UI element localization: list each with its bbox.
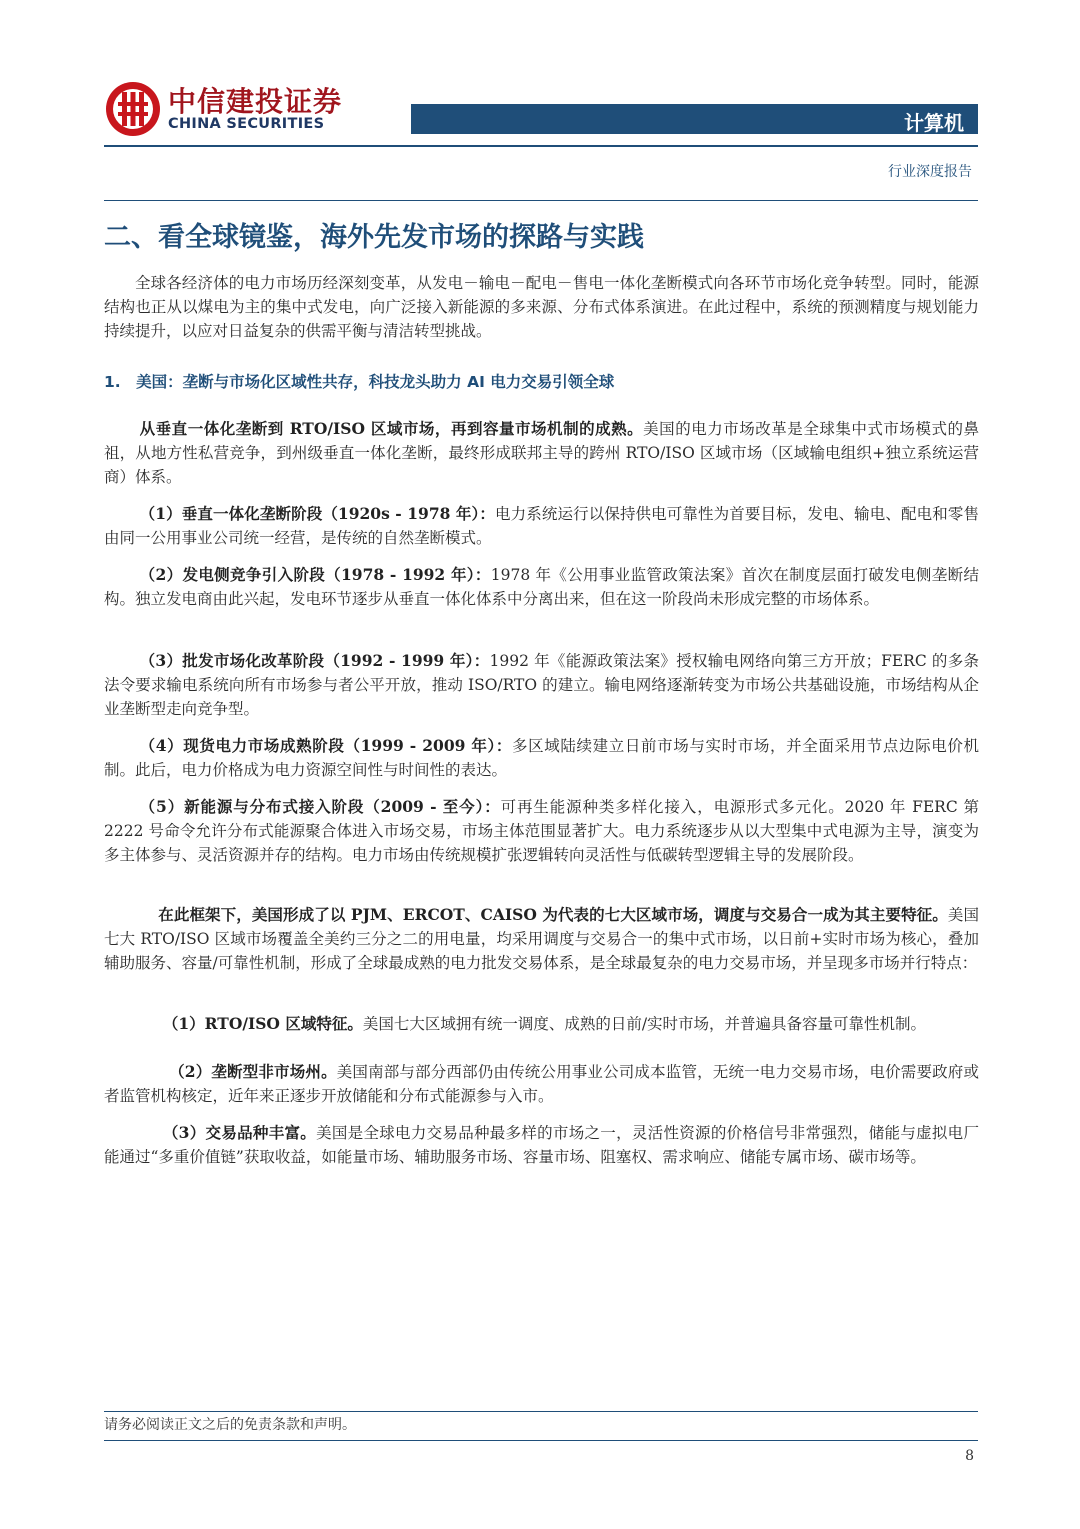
paragraph-lead: （5）新能源与分布式接入阶段（2009 - 至今）：	[139, 797, 501, 816]
body-paragraph	[104, 1060, 979, 1108]
body-paragraph	[104, 734, 979, 782]
body-paragraph	[104, 1012, 979, 1036]
paragraph-text: 1992 年《能源政策法案》授权输电网络向第三方开放；FERC 的多条法令要求输电系统向所有市场参与者公平开放，推动 ISO/RTO 的建立。输电网络逐渐转变为市场公共基础设施，市场结构从企业垄断型走向竞争型。	[104, 652, 979, 718]
header-category-bar	[411, 104, 978, 134]
paragraph-lead: （3）批发市场化改革阶段（1992 - 1999 年）：	[139, 651, 490, 670]
intro-paragraph: 全球各经济体的电力市场历经深刻变革，从发电－输电－配电－售电一体化垄断模式向各环节市场化竞争转型。同时，能源结构也正从以煤电为主的集中式发电，向广泛接入新能源的多来源、分布式体系演进。在此过程中，系统的预测精度与规划能力持续提升，以应对日益复杂的供需平衡与清洁转型挑战。	[104, 274, 979, 340]
section-title: 二、看全球镜鉴，海外先发市场的探路与实践	[104, 222, 644, 253]
paragraph-text: 美国南部与部分西部仍由传统公用事业公司成本监管，无统一电力交易市场，电价需要政府或者监管机构核定，近年来正逐步开放储能和分布式能源参与入市。	[104, 1063, 979, 1105]
page-number: 8	[965, 1448, 974, 1464]
paragraph-lead: （2）发电侧竞争引入阶段（1978 - 1992 年）：	[139, 565, 491, 584]
logo-text-cn: 中信建投证券	[168, 85, 343, 118]
logo-text-en: CHINA SECURITIES	[168, 116, 325, 132]
body-paragraph	[104, 795, 979, 867]
paragraph-text: 美国是全球电力交易品种最多样的市场之一，灵活性资源的价格信号非常强烈，储能与虚拟电厂能通过“多重价值链”获取收益，如能量市场、辅助服务市场、容量市场、阻塞权、需求响应、储能专属市场、碳市场等。	[104, 1124, 979, 1166]
paragraph-text: 可再生能源种类多样化接入，电源形式多元化。2020 年 FERC 第 2222 号命令允许分布式能源聚合体进入市场交易，市场主体范围显著扩大。电力系统逐步从以大型集中式电源为主导，演变为多主体参与、灵活资源并存的结构。电力市场由传统规模扩张逻辑转向灵活性与低碳转型逻辑主导的发展阶段。	[104, 798, 979, 864]
paragraph-text: 美国七大 RTO/ISO 区域市场覆盖全美约三分之二的用电量，均采用调度与交易合一的集中式市场，以日前+实时市场为核心，叠加辅助服务、容量/可靠性机制，形成了全球最成熟的电力批发交易体系，是全球最复杂的电力交易市场，并呈现多市场并行特点：	[104, 906, 979, 972]
paragraph-lead: 在此框架下，美国形成了以 PJM、ERCOT、CAISO 为代表的七大区域市场，调度与交易合一成为其主要特征。	[158, 905, 948, 924]
paragraph-lead: （4）现货电力市场成熟阶段（1999 - 2009 年）：	[139, 736, 513, 755]
industry-category: 计算机	[904, 111, 964, 135]
body-paragraph	[104, 1121, 979, 1169]
paragraph-lead: （2）垄断型非市场州。	[169, 1062, 337, 1081]
report-type: 行业深度报告	[888, 164, 972, 180]
paragraph-text: 美国七大区域拥有统一调度、成熟的日前/实时市场，并普遍具备容量可靠性机制。	[362, 1015, 927, 1033]
paragraph-lead: （1）垂直一体化垄断阶段（1920s - 1978 年）：	[139, 504, 496, 523]
paragraph-text: 美国的电力市场改革是全球集中式市场模式的鼻祖，从地方性私营竞争，到州级垂直一体化垄断，最终形成联邦主导的跨州 RTO/ISO 区域市场（区域输电组织+独立系统运营商）体系。	[104, 420, 979, 486]
paragraph-lead: 从垂直一体化垄断到 RTO/ISO 区域市场，再到容量市场机制的成熟。	[139, 419, 644, 438]
footer-disclaimer: 请务必阅读正文之后的免责条款和声明。	[104, 1417, 356, 1433]
company-logo	[104, 80, 344, 142]
paragraph-text: 1978 年《公用事业监管政策法案》首次在制度层面打破发电侧垄断结构。独立发电商由此兴起，发电环节逐步从垂直一体化体系中分离出来，但在这一阶段尚未形成完整的市场体系。	[104, 566, 979, 608]
body-paragraph	[104, 649, 979, 721]
footer-divider-bottom	[104, 1440, 978, 1441]
paragraph-lead: （1）RTO/ISO 区域特征。	[162, 1014, 363, 1033]
paragraph-text: 多区域陆续建立日前市场与实时市场，并全面采用节点边际电价机制。此后，电力价格成为电力资源空间性与时间性的表达。	[104, 737, 979, 779]
body-paragraph	[104, 502, 979, 550]
body-paragraph	[104, 417, 979, 489]
header-divider	[104, 145, 978, 147]
body-paragraph	[104, 903, 979, 975]
body-paragraph	[104, 563, 979, 611]
subsection-title: 1. 美国：垄断与市场化区域性共存，科技龙头助力 AI 电力交易引领全球	[104, 373, 615, 391]
footer-divider	[104, 1411, 978, 1412]
paragraph-lead: （3）交易品种丰富。	[162, 1123, 317, 1142]
paragraph-text: 电力系统运行以保持供电可靠性为首要目标，发电、输电、配电和零售由同一公用事业公司统一经营，是传统的自然垄断模式。	[104, 505, 979, 547]
header-divider-thin	[104, 200, 978, 201]
citic-logo-icon	[104, 80, 162, 138]
